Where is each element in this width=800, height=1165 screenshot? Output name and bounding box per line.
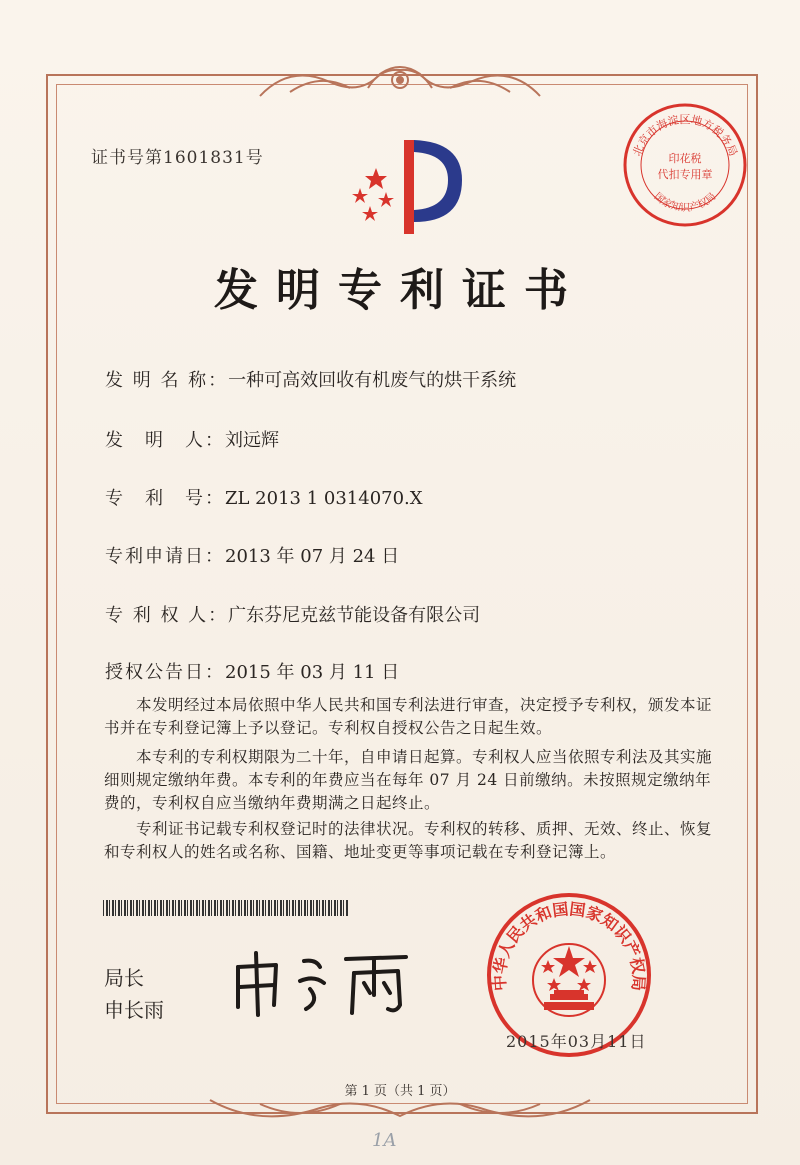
- field-patentee: [105, 601, 480, 627]
- field-value: ZL 2013 1 0314070.X: [225, 488, 423, 509]
- seal-arc-text: 中华人民共和国国家知识产权局: [489, 899, 649, 992]
- tax-seal-bottom-text: 国家知识产权局: [651, 191, 719, 214]
- certificate-number: 证书号第1601831号: [91, 148, 264, 168]
- field-label: 发 明 人：: [105, 430, 225, 451]
- field-value: 一种可高效回收有机废气的烘干系统: [228, 370, 517, 391]
- body-paragraph-1: 本发明经过本局依照中华人民共和国专利法进行审查，决定授予专利权，颁发本证书并在专利登记簿上予以登记。专利权自授权公告之日起生效。: [104, 696, 713, 737]
- director-signature: [228, 945, 418, 1020]
- director-name: 申长雨: [104, 998, 164, 1022]
- field-value: 2015 年 03 月 11 日: [225, 662, 400, 683]
- field-inventor: [105, 426, 279, 452]
- field-label: 专利申请日：: [105, 546, 225, 567]
- field-value: 刘远辉: [225, 430, 279, 451]
- field-label: 授权公告日：: [105, 662, 225, 683]
- body-paragraph-3: 专利证书记载专利权登记时的法律状况。专利权的转移、质押、无效、终止、恢复和专利权人的姓名或名称、国籍、地址变更等事项记载在专利登记簿上。: [104, 820, 713, 861]
- field-invention-name: [105, 366, 516, 392]
- field-grant-date: [105, 658, 399, 684]
- barcode: [103, 900, 349, 916]
- svg-text:中华人民共和国国家知识产权局: [490, 899, 649, 991]
- certificate-title: 发明专利证书: [214, 265, 586, 316]
- handwritten-note: 1A: [372, 1130, 397, 1151]
- tax-stamp-seal: [620, 100, 750, 230]
- field-label: 专 利 号：: [105, 488, 225, 509]
- field-value: 2013 年 07 月 24 日: [225, 546, 400, 567]
- svg-text:国家知识产权局: [652, 190, 719, 213]
- tax-seal-inner-1: 印花税: [668, 152, 702, 165]
- field-value: 广东芬尼克兹节能设备有限公司: [228, 605, 481, 626]
- tax-seal-inner-2: 代扣专用章: [657, 168, 713, 181]
- patent-office-logo: [340, 130, 480, 240]
- director-title: 局长: [104, 966, 144, 990]
- seal-date: 2015年03月11日: [506, 1032, 647, 1051]
- body-paragraph-2: 本专利的专利权期限为二十年，自申请日起算。专利权人应当依照专利法及其实施细则规定缴纳年费。本专利的年费应当在每年 07 月 24 日前缴纳。未按照规定缴纳年费的，专利权自应当缴纳年费期满之日起终止。: [104, 748, 713, 812]
- field-label: 发 明 名 称：: [105, 370, 229, 391]
- field-label: 专 利 权 人：: [105, 605, 229, 626]
- tax-seal-arc-text: 北京市海淀区地方税务局: [630, 113, 740, 159]
- page-number: 第 1 页（共 1 页）: [344, 1084, 456, 1099]
- field-application-date: [105, 542, 399, 568]
- top-ornament: [250, 58, 550, 106]
- field-patent-number: [105, 484, 423, 510]
